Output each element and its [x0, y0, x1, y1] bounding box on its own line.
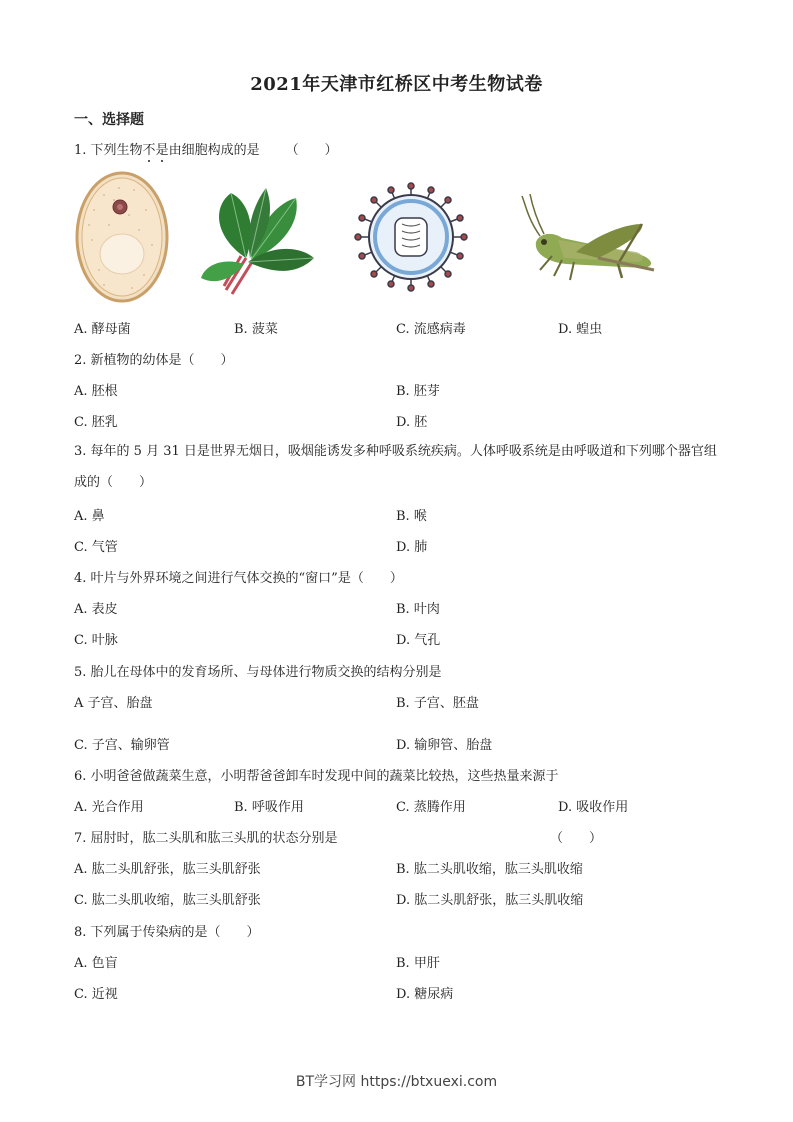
q4-option-d[interactable]: D. 气孔 [396, 633, 441, 648]
q7-option-b[interactable]: B. 肱二头肌收缩，肱三头肌收缩 [396, 862, 583, 877]
q7-option-d[interactable]: D. 肱二头肌舒张，肱三头肌收缩 [396, 893, 584, 908]
q5-option-c[interactable]: C. 子宫、输卵管 [74, 738, 170, 753]
footer-watermark[interactable]: BT学习网 https://btxuexi.com [295, 1074, 498, 1090]
question-7-paren: （ ） [550, 831, 603, 846]
q7-option-c[interactable]: C. 肱二头肌收缩，肱三头肌舒张 [74, 893, 261, 908]
q2-option-c[interactable]: C. 胚乳 [74, 415, 118, 430]
q8-option-a[interactable]: A. 色盲 [74, 956, 118, 971]
q8-option-b[interactable]: B. 甲肝 [396, 956, 440, 971]
grasshopper-image [518, 194, 660, 286]
q2-option-d[interactable]: D. 胚 [396, 415, 428, 430]
q6-option-c[interactable]: C. 蒸腾作用 [396, 800, 466, 815]
q3-option-c[interactable]: C. 气管 [74, 540, 118, 555]
question-4: 4. 叶片与外界环境之间进行气体交换的“窗口”是（ ） [74, 571, 403, 586]
q3-option-a[interactable]: A. 鼻 [74, 509, 105, 524]
q6-option-b[interactable]: B. 呼吸作用 [234, 800, 304, 815]
q1-option-c[interactable]: C. 流感病毒 [396, 322, 466, 337]
q1-option-a[interactable]: A. 酵母菌 [74, 322, 131, 337]
q1-option-d[interactable]: D. 蝗虫 [558, 322, 603, 337]
q4-option-c[interactable]: C. 叶脉 [74, 633, 118, 648]
question-3: 3. 每年的 5 月 31 日是世界无烟日，吸烟能诱发多种呼吸系统疾病。人体呼吸系统是由呼吸道和下列哪个器官组成的（ ） [74, 444, 717, 490]
question-6: 6. 小明爸爸做蔬菜生意，小明帮爸爸卸车时发现中间的蔬菜比较热，这些热量来源于 [74, 769, 559, 784]
q5-option-a[interactable]: A 子宫、胎盘 [74, 696, 153, 711]
q4-option-b[interactable]: B. 叶肉 [396, 602, 440, 617]
q6-option-d[interactable]: D. 吸收作用 [558, 800, 629, 815]
question-2: 2. 新植物的幼体是（ ） [74, 353, 234, 368]
q2-option-b[interactable]: B. 胚芽 [396, 384, 440, 399]
q6-option-a[interactable]: A. 光合作用 [74, 800, 144, 815]
q5-option-b[interactable]: B. 子宫、胚盘 [396, 696, 479, 711]
page-title: 2021年天津市红桥区中考生物试卷 [250, 74, 543, 95]
spinach-image [196, 178, 320, 302]
q7-option-a[interactable]: A. 肱二头肌舒张，肱三头肌舒张 [74, 862, 261, 877]
q3-option-b[interactable]: B. 喉 [396, 509, 427, 524]
q1-option-b[interactable]: B. 菠菜 [234, 322, 278, 337]
q8-option-d[interactable]: D. 糖尿病 [396, 987, 454, 1002]
q3-option-d[interactable]: D. 肺 [396, 540, 428, 555]
question-8: 8. 下列属于传染病的是（ ） [74, 925, 260, 940]
question-7: 7. 屈肘时，肱二头肌和肱三头肌的状态分别是 [74, 831, 338, 846]
influenza-virus-image [352, 182, 470, 292]
question-5: 5. 胎儿在母体中的发育场所、与母体进行物质交换的结构分别是 [74, 665, 442, 680]
q5-option-d[interactable]: D. 输卵管、胎盘 [396, 738, 493, 753]
yeast-cell-image [74, 170, 170, 304]
question-1: 1. 下列生物不是由细胞构成的是 （ ） [74, 143, 338, 158]
q4-option-a[interactable]: A. 表皮 [74, 602, 118, 617]
q2-option-a[interactable]: A. 胚根 [74, 384, 118, 399]
section-heading: 一、选择题 [74, 112, 144, 128]
q8-option-c[interactable]: C. 近视 [74, 987, 118, 1002]
